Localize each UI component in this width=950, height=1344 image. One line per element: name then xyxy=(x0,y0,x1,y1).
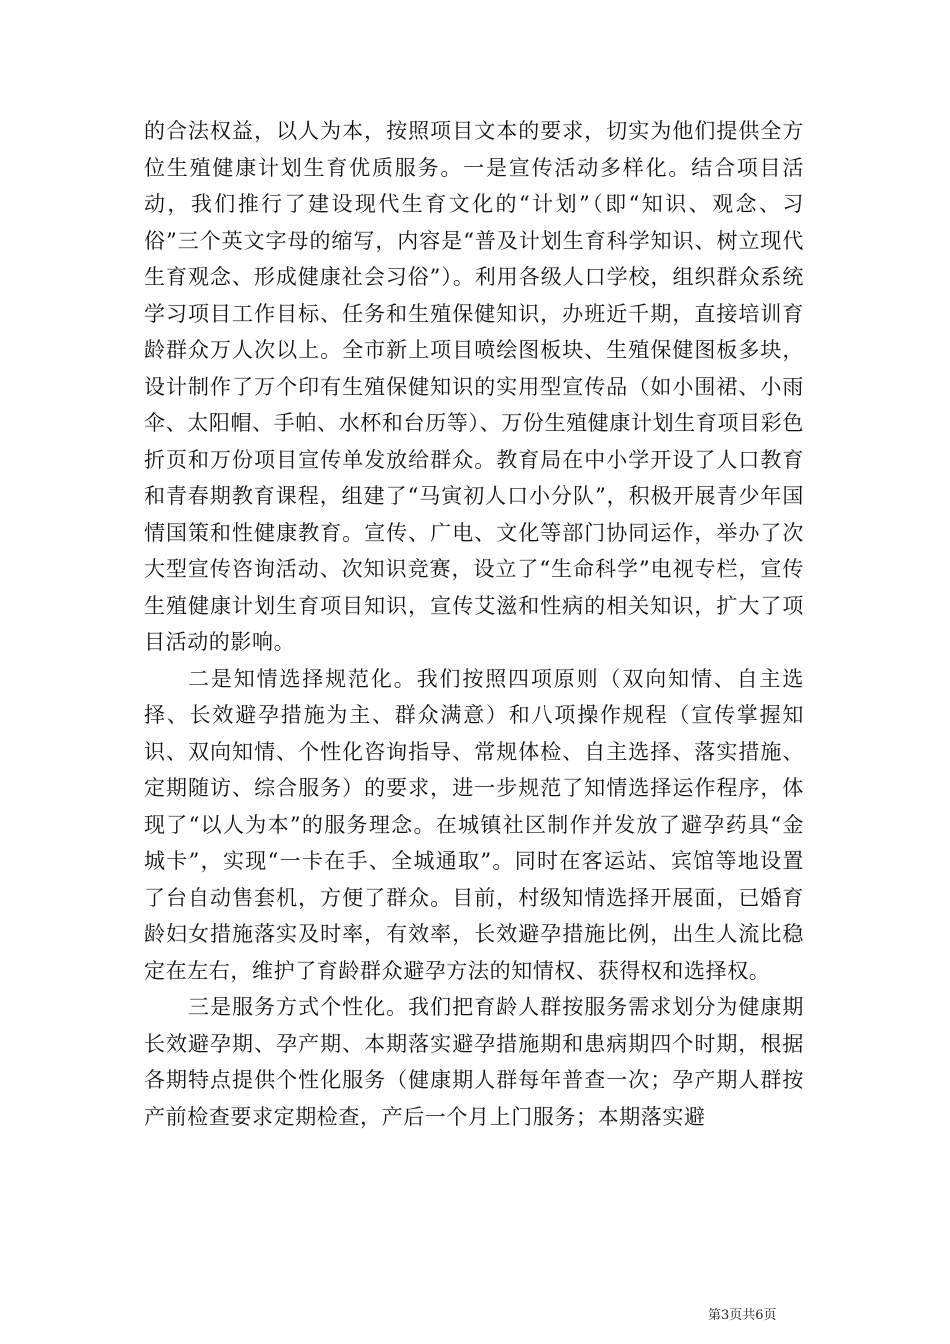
paragraph-1: 的合法权益，以人为本，按照项目文本的要求，切实为他们提供全方位生殖健康计划生育优质服务。一是宣传活动多样化。结合项目活动，我们推行了建设现代生育文化的“计划”（即“知识、观念、习俗”三个英文字母的缩写，内容是“普及计划生育科学知识、树立现代生育观念、形成健康社会习俗”）。利用各级人口学校，组织群众系统学习项目工作目标、任务和生殖保健知识，办班近千期，直接培训育龄群众万人次以上。全市新上项目喷绘图板块、生殖保健图板多块，设计制作了万个印有生殖保健知识的实用型宣传品（如小围裙、小雨伞、太阳帽、手帕、水杯和台历等）、万份生殖健康计划生育项目彩色折页和万份项目宣传单发放给群众。教育局在中小学开设了人口教育和青春期教育课程，组建了“马寅初人口小分队”，积极开展青少年国情国策和性健康教育。宣传、广电、文化等部门协同运作，举办了次大型宣传咨询活动、次知识竞赛，设立了“生命科学”电视专栏，宣传生殖健康计划生育项目知识，宣传艾滋和性病的相关知识，扩大了项目活动的影响。 xyxy=(144,119,804,654)
paragraph-2: 二是知情选择规范化。我们按照四项原则（双向知情、自主选择、长效避孕措施为主、群众满意）和八项操作规程（宣传掌握知识、双向知情、个性化咨询指导、常规体检、自主选择、落实措施、定期随访、综合服务）的要求，进一步规范了知情选择运作程序，体现了“以人为本”的服务理念。在城镇社区制作并发放了避孕药具“金城卡”，实现“一卡在手、全城通取”。同时在客运站、宾馆等地设置了台自动售套机，方便了群众。目前，村级知情选择开展面，已婚育龄妇女措施落实及时率，有效率，长效避孕措施比例，出生人流比稳定在左右，维护了育龄群众避孕方法的知情权、获得权和选择权。 xyxy=(144,666,804,983)
page-number-footer: 第3页共6页 xyxy=(708,1308,777,1323)
paragraph-3: 三是服务方式个性化。我们把育龄人群按服务需求划分为健康期长效避孕期、孕产期、本期落实避孕措施期和患病期四个时期，根据各期特点提供个性化服务（健康期人群每年普查一次；孕产期人群按产前检查要求定期检查，产后一个月上门服务；本期落实避 xyxy=(144,995,804,1129)
document-body xyxy=(144,113,804,1135)
